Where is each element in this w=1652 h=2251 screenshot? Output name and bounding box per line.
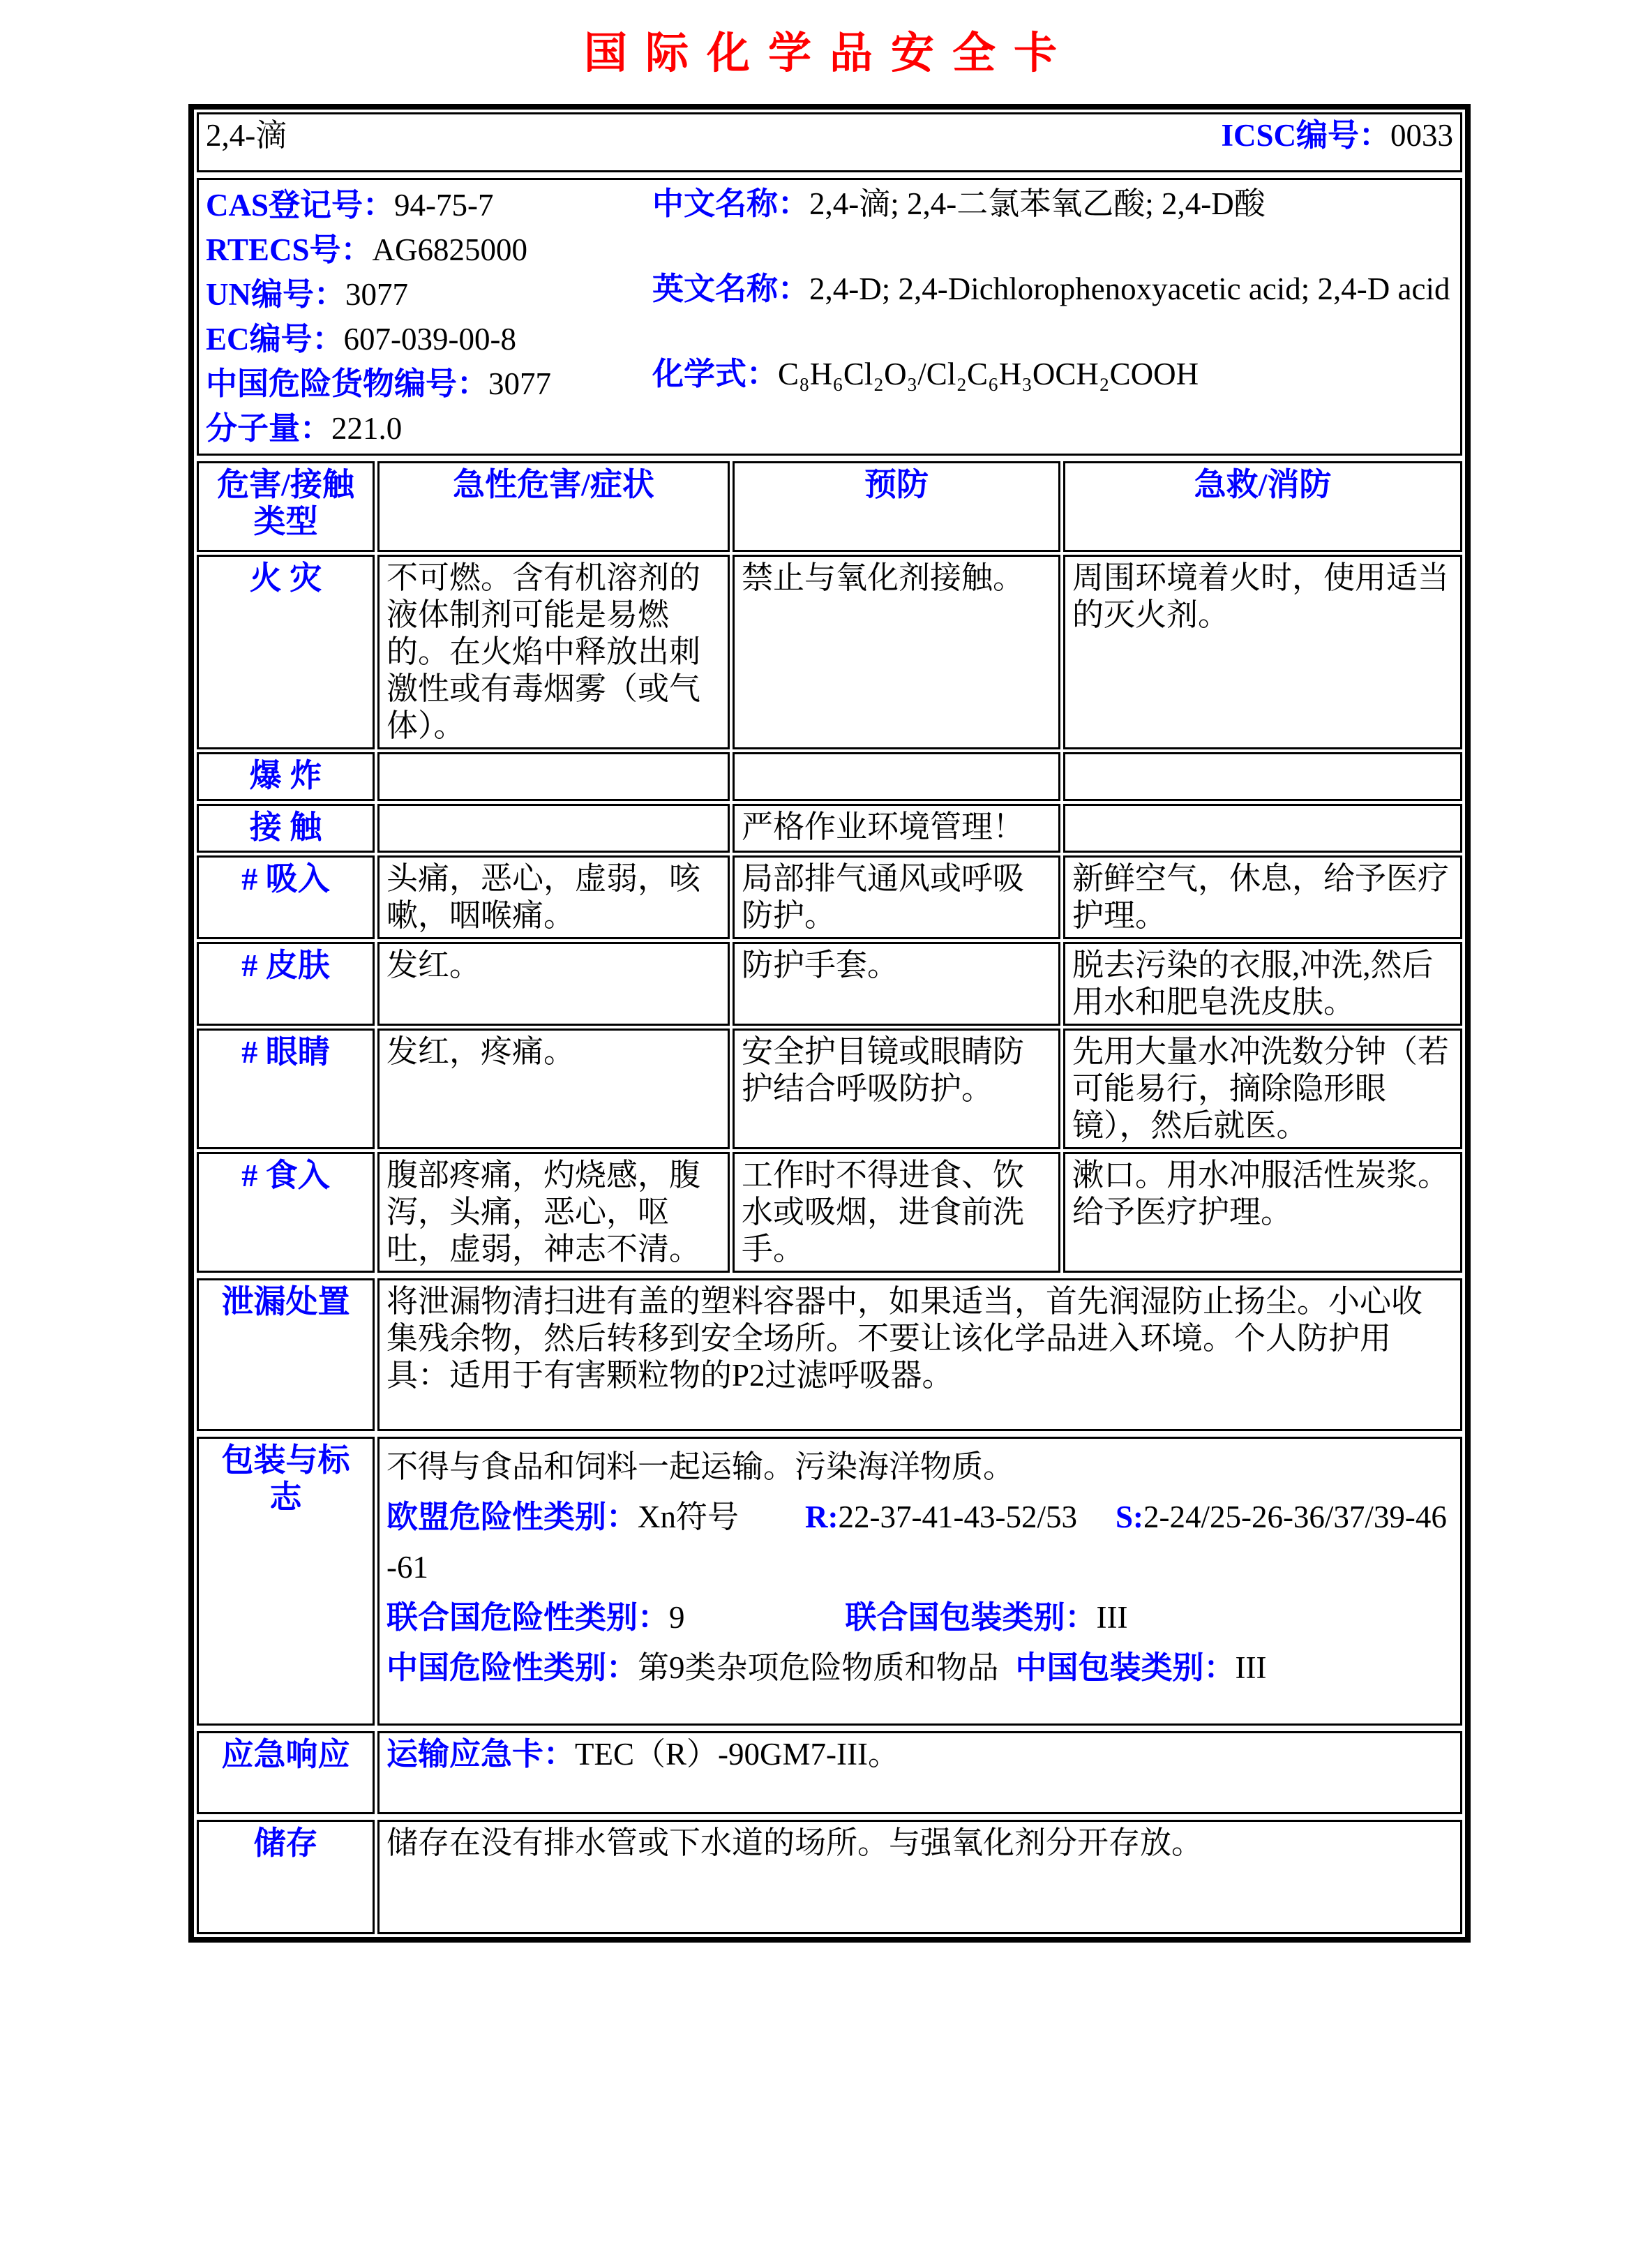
mol-weight-value: 221.0 [331,411,403,446]
icsc-value: 0033 [1390,118,1453,153]
explosion-prevention [733,752,1060,801]
chinese-name-row [652,183,1453,225]
cas-value: 94-75-7 [394,188,494,223]
card-header-table [194,110,1465,175]
inhalation-symptoms: 头痛，恶心，虚弱，咳嗽，咽喉痛。 [377,855,730,939]
r-phrases-value: 22-37-41-43-52/53 [838,1500,1077,1534]
r-phrases-label: R: [805,1500,839,1534]
safety-card [188,104,1471,1943]
storage-section [194,1817,1465,1937]
packaging-eu-line [386,1492,1453,1592]
inhalation-firstaid: 新鲜空气，休息，给予医疗护理。 [1063,855,1462,939]
eyes-symptoms: 发红，疼痛。 [377,1029,730,1149]
packaging-label: 包装与标志 [197,1437,375,1726]
ec-value: 607-039-00-8 [343,322,516,357]
row-label-eyes: # 眼睛 [197,1029,375,1149]
ingestion-prevention: 工作时不得进食、饮水或吸烟，进食前洗手。 [733,1152,1060,1273]
inhalation-prevention: 局部排气通风或呼吸防护。 [733,855,1060,939]
storage-label: 储存 [197,1820,375,1934]
identity-cell [197,178,1462,456]
rtecs-number-row [206,227,652,272]
emergency-content [377,1731,1462,1814]
ingestion-symptoms: 腹部疼痛，灼烧感，腹泻，头痛，恶心，呕吐，虚弱，神志不清。 [377,1152,730,1273]
contact-prevention: 严格作业环境管理！ [733,804,1060,853]
page-title: 国际化学品安全卡 [583,30,1075,77]
ingestion-firstaid: 漱口。用水冲服活性炭浆。给予医疗护理。 [1063,1152,1462,1273]
row-label-ingestion: # 食入 [197,1152,375,1273]
hazard-row-contact [197,804,1462,853]
contact-symptoms [377,804,730,853]
row-label-inhalation: # 吸入 [197,855,375,939]
un-value: 3077 [345,277,408,312]
identity-table [194,175,1465,458]
explosion-firstaid [1063,752,1462,801]
emergency-section [194,1728,1465,1817]
mol-weight-row [206,406,652,451]
substance-name: 2,4-滴 [206,118,287,153]
ec-label: EC编号： [206,322,344,357]
fire-symptoms: 不可燃。含有机溶剂的液体制剂可能是易燃的。在火焰中释放出刺激性或有毒烟雾（或气体）。 [377,555,730,749]
eyes-firstaid: 先用大量水冲洗数分钟（若可能易行，摘除隐形眼镜），然后就医。 [1063,1029,1462,1149]
un-hazard-class-value: 9 [669,1600,685,1635]
mol-weight-label: 分子量： [206,411,332,446]
card-header-cell [197,112,1462,172]
chinese-name-label: 中文名称： [652,186,810,221]
ec-number-row [206,317,652,361]
cn-pack-group-value: III [1235,1650,1267,1685]
emergency-label: 应急响应 [197,1731,375,1814]
icsc-label: ICSC编号： [1221,118,1390,153]
fire-prevention: 禁止与氧化剂接触。 [733,555,1060,749]
identity-registry-column [206,183,652,451]
spill-text: 将泄漏物清扫进有盖的塑料容器中，如果适当，首先润湿防止扬尘。小心收集残余物，然后转移到安全场所。不要让该化学品进入环境。个人防护用具：适用于有害颗粒物的P2过滤呼吸器。 [377,1278,1462,1431]
explosion-symptoms [377,752,730,801]
hazard-row-eyes [197,1029,1462,1149]
header-firstaid: 急救/消防 [1063,461,1462,552]
row-label-contact: 接 触 [197,804,375,853]
spill-label: 泄漏处置 [197,1278,375,1431]
packaging-cn-line [386,1643,1453,1693]
cn-pack-group-label: 中国包装类别： [1015,1650,1236,1685]
hazard-row-fire [197,555,1462,749]
packaging-un-line [386,1592,1453,1643]
un-hazard-class-label: 联合国危险性类别： [386,1600,670,1635]
formula-label: 化学式： [652,357,779,391]
english-name-value: 2,4-D; 2,4-Dichlorophenoxyacetic acid; 2,4-D acid [809,271,1450,306]
hazard-table [194,458,1465,1276]
cn-hazard-class-label: 中国危险性类别： [386,1650,638,1685]
eu-class-value: Xn符号 [638,1500,739,1534]
eyes-prevention: 安全护目镜或眼睛防护结合呼吸防护。 [733,1029,1060,1149]
packaging-section [194,1434,1465,1728]
cn-hazard-class-value: 第9类杂项危险物质和物品 [638,1650,999,1685]
un-pack-group-value: III [1096,1600,1128,1635]
storage-text: 储存在没有排水管或下水道的场所。与强氧化剂分开存放。 [377,1820,1462,1934]
un-pack-group-label: 联合国包装类别： [845,1600,1097,1635]
cn-goods-number-row [206,361,652,406]
row-label-explosion: 爆 炸 [197,752,375,801]
header-acute-symptoms: 急性危害/症状 [377,461,730,552]
s-phrases-label: S: [1115,1500,1143,1534]
hazard-row-inhalation [197,855,1462,939]
cas-number-row [206,183,652,227]
rtecs-label: RTECS号： [206,232,373,267]
skin-symptoms: 发红。 [377,942,730,1026]
formula-value: C₈H₆Cl₂O₃/Cl₂C₆H₃OCH₂COOH [778,357,1199,391]
un-number-row [206,272,652,317]
spill-section [194,1276,1465,1434]
hazard-row-skin [197,942,1462,1026]
packaging-transport-note: 不得与食品和饲料一起运输。污染海洋物质。 [386,1449,1015,1484]
row-label-fire: 火 灾 [197,555,375,749]
chinese-name-value: 2,4-滴; 2,4-二氯苯氧乙酸; 2,4-D酸 [809,186,1266,221]
un-label: UN编号： [206,277,345,312]
icsc-document [0,18,1652,1943]
hazard-row-explosion [197,752,1462,801]
formula-row [652,353,1453,395]
s-phrases-value: 2-24/25-26-36/37/39-46-61 [386,1500,1447,1585]
hazard-header-row [197,461,1462,552]
skin-firstaid: 脱去污染的衣服,冲洗,然后用水和肥皂洗皮肤。 [1063,942,1462,1026]
header-hazard-type-line2: 类型 [253,504,318,539]
cn-goods-value: 3077 [488,366,552,401]
rtecs-value: AG6825000 [372,232,527,267]
packaging-content [377,1437,1462,1726]
transport-card-value: TEC（R）-90GM7-III。 [575,1737,899,1772]
header-hazard-type [197,461,375,552]
eu-class-label: 欧盟危险性类别： [386,1500,638,1534]
header-prevention: 预防 [733,461,1060,552]
english-name-label: 英文名称： [652,271,810,306]
skin-prevention: 防护手套。 [733,942,1060,1026]
icsc-number [1221,117,1453,154]
fire-firstaid: 周围环境着火时，使用适当的灭火剂。 [1063,555,1462,749]
contact-firstaid [1063,804,1462,853]
header-hazard-type-line1: 危害/接触 [217,467,354,502]
english-name-row [652,268,1453,310]
identity-names-column [652,183,1453,451]
cas-label: CAS登记号： [206,188,395,223]
row-label-skin: # 皮肤 [197,942,375,1026]
transport-card-label: 运输应急卡： [386,1737,576,1772]
hazard-row-ingestion [197,1152,1462,1273]
cn-goods-label: 中国危险货物编号： [206,366,489,401]
